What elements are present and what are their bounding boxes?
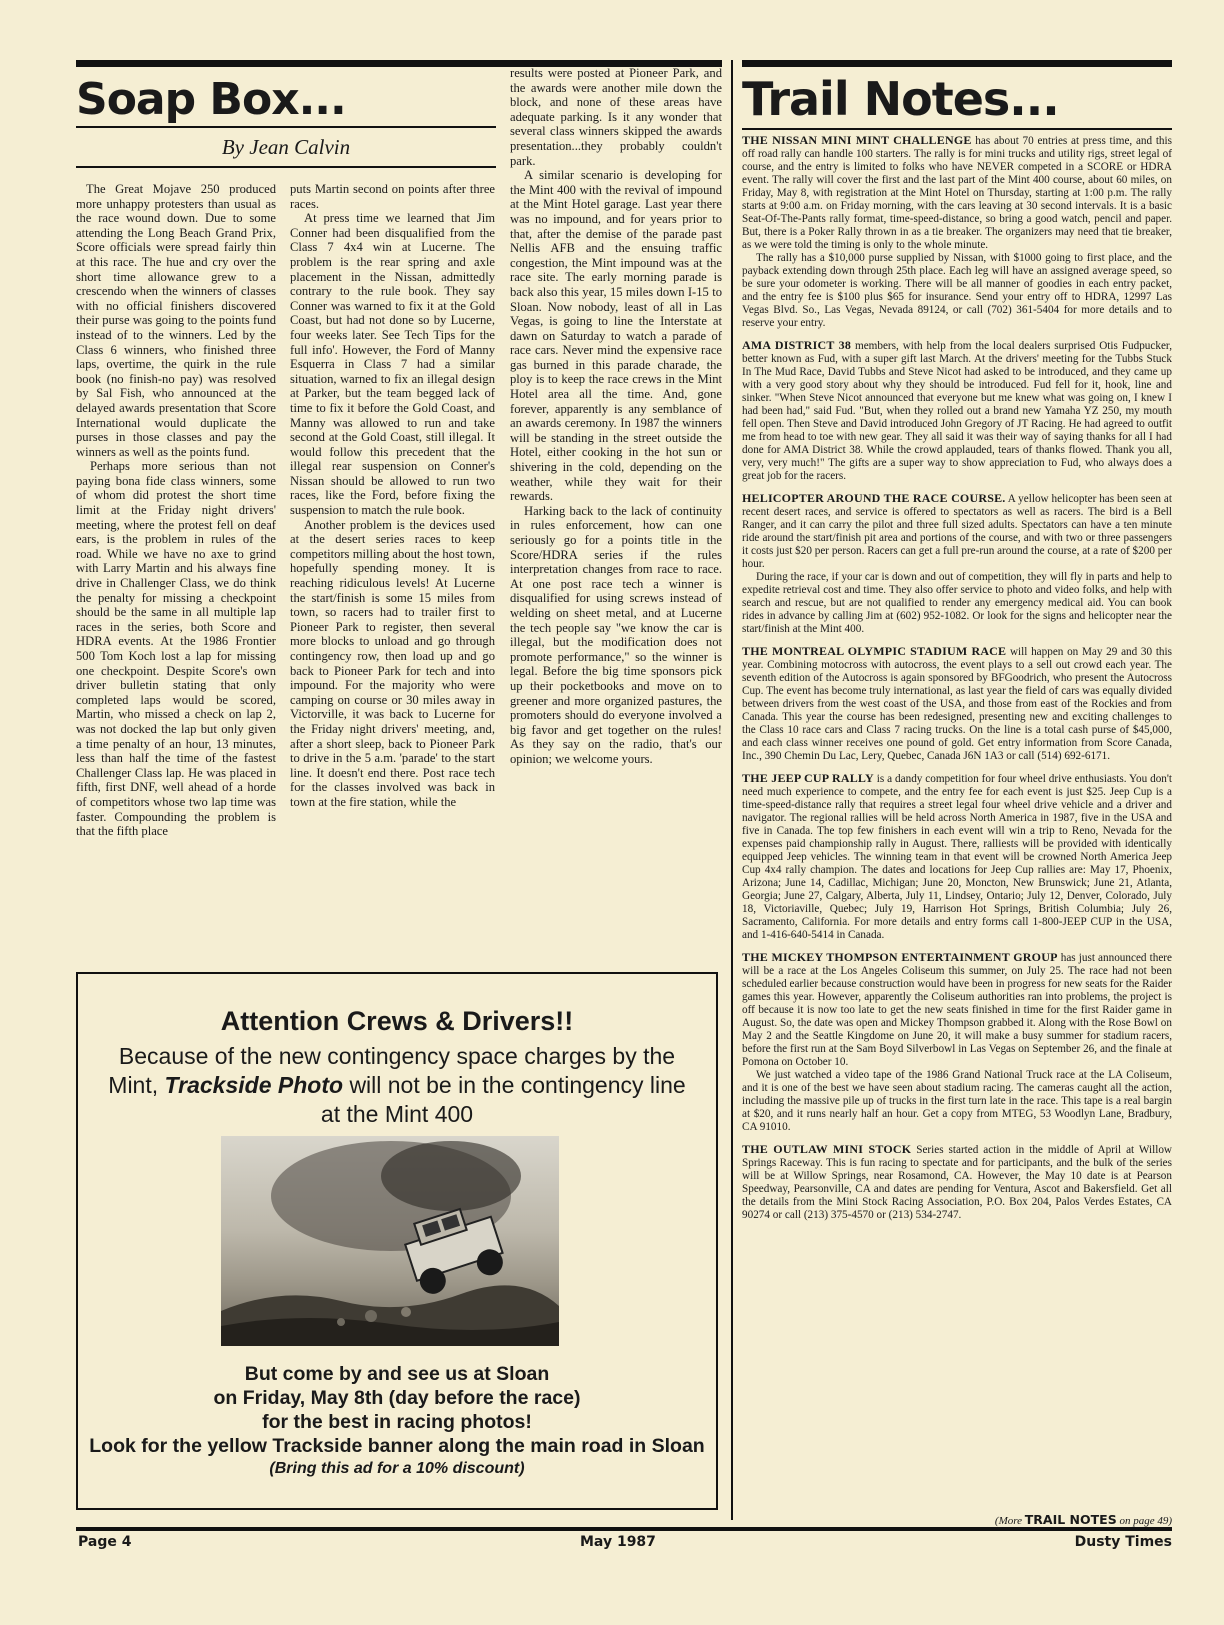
continued-suffix: on page 49): [1119, 1515, 1172, 1527]
trail-note-text: We just watched a video tape of the 1986 Grand National Truck race at the LA Coliseum, and it is one of the best we have seen about stadium racing. The cameras caught all the action, including the massive pile up of trucks in the first turn late in the race. This tape is a real bargin at $20, and it runs nearly half an hour. Get a copy from MTEG, 53 Woodlyn Lane, Bradbury, CA 91010.: [742, 1069, 1172, 1133]
trail-note-heading: THE JEEP CUP RALLY: [742, 771, 874, 785]
publication-name: Dusty Times: [1074, 1534, 1172, 1550]
article-paragraph: puts Martin second on points after three races.: [290, 182, 495, 211]
trail-notes-title-rule: [742, 128, 1172, 130]
byline-rule: [76, 166, 496, 168]
soapbox-title: Soap Box...: [76, 74, 346, 125]
trail-note-heading: THE NISSAN MINI MINT CHALLENGE: [742, 134, 972, 147]
ad-footer-line: Look for the yellow Trackside banner along the main road in Sloan: [89, 1435, 705, 1457]
soapbox-column-2: [290, 182, 495, 962]
ad-headline: Attention Crews & Drivers!!: [220, 1006, 574, 1036]
trail-note-heading: AMA DISTRICT 38: [742, 338, 852, 352]
column-divider: [731, 60, 733, 1520]
trail-note-text: members, with help from the local dealers surprised Otis Fudpucker, better known as Fud, with a super gift last March. At the drivers' meeting for the Tubbs Stuck In The Mud Race, David Tubbs and Steve Nicot had asked to be introduced, and they came up with a very good story about why they should be introduced. Fud fell for it, hook, line and sinker. "When Steve Nicot announced that everyone but me knew what was going on, I knew I had been had," said Fud. "But, when they rolled out a brand new Yamaha YZ 250, my mouth fell open. Then Steve and David introduced John Gregory of JT Racing. He had agreed to outfit me from head to toe with new gear. They all said it was their way of saying thanks for all I had done for AMA District 38. While the crowd applauded, tears of thanks flowed. Thank you all, very, very much!" The gifts are a super way to show appreciation to Fud, who always does a great job for the racers.: [742, 340, 1172, 482]
soapbox-column-1: [76, 182, 276, 962]
article-paragraph: Harking back to the lack of continuity in rules enforcement, how can one seriously go for a points title in the Score/HDRA series if the rules interpretation changes from race to race. At one post race tech a winner is disqualified for using screws instead of welding on sheet metal, and at Lucerne the tech people say "we know the car is illegal, but the modification does not promote performance," so the winner is legal. Before the big time sponsors pick up their pocketbooks and move on to greener and more organized pastures, the promoters should do everyone involved a big favor and get together on the rules! As they say on the radio, that's our opinion; we welcome yours.: [510, 503, 722, 766]
trail-note: [742, 772, 1172, 942]
trail-note-heading: THE OUTLAW MINI STOCK: [742, 1142, 912, 1156]
trail-note-heading: THE MICKEY THOMPSON ENTERTAINMENT GROUP: [742, 950, 1058, 964]
ad-body: [98, 1042, 696, 1129]
soapbox-title-rule: [76, 126, 496, 128]
trail-note: [742, 339, 1172, 483]
ad-footer-line: But come by and see us at Sloan: [244, 1363, 550, 1385]
article-paragraph: A similar scenario is developing for the Mint 400 with the revival of impound at the Mint Hotel garage. Last year there was no impound, and for years prior to that, after the demise of the parade past Nellis AFB and the ensuing traffic congestion, the Mint impound was at the race site. The early morning parade is back also this year, 15 miles down I-15 to Sloan. Now nobody, least of all in Las Vegas, is going to line the Interstate at dawn on Saturday to watch a parade of race cars. Never mind the expensive race gas burned in this parade charade, the ploy is to keep the race crews in the Mint Hotel area all the time. And, gone forever, apparently is any semblance of an awards ceremony. In 1987 the winners will be standing in the street outside the Hotel, either cooking in the hot sun or shivering in the cold, depending on the weather, while they wait for their rewards.: [510, 168, 722, 504]
trail-note-text: is a dandy competition for four wheel drive enthusiasts. You don't need much experience to compete, and the entry fee for each event is just $25. Jeep Cup is a time-speed-distance rally that requires a street legal four wheel drive vehicle and a driver and navigator. The regional rallies will be held across North America in 1987, five in the USA and five in Canada. The top few finishers in each event will win a trip to Reno, Nevada for the expenses paid championship rally in August. There, ralliests will be provided with identically equipped Jeep vehicles. The winning team in that event will be crowned North America Jeep Cup 4x4 rally champion. The dates and locations for Jeep Cup rallies are: May 17, Phoenix, Arizona; June 14, Cadillac, Michigan; June 20, Moncton, New Brunswick; June 21, Atlanta, Georgia; June 27, Calgary, Alberta, July 11, Lindsey, Ontario; July 12, Denver, Colorado, July 18, Victoriaville, Quebec; July 19, Harrison Hot Springs, British Columbia; July 26, Sacramento, California. For more details and entry forms call 1-800-JEEP CUP in the USA, and 1-416-640-5414 in Canada.: [742, 773, 1172, 941]
article-paragraph: Perhaps more serious than not paying bona fide class winners, some of whom did protest the short time limit at the Friday night drivers' meeting, where the protest fell on deaf ears, is the problem in rules of the road. While we have no axe to grind with Larry Martin and his always fine drive in Challenger Class, we do think the penalty for missing a checkpoint should be the same in all multiple lap races in the series, both Score and HDRA events. At the 1986 Frontier 500 Tom Koch lost a lap for missing one checkpoint. Despite Score's own driver bulletin stating that only completed laps would be scored, Martin, who missed a check on lap 2, was not docked the lap but only given a time penalty of an hour, 13 minutes, less than half the time of the fastest Challenger Class lap. He was placed in fifth, first DNF, well ahead of a horde of competitors whose two lap time was faster. Compounding the problem is that the fifth place: [76, 459, 276, 839]
issue-date: May 1987: [580, 1534, 656, 1550]
trail-note-text: A yellow helicopter has been seen at recent desert races, and service is offered to spectators as well as racers. The bird is a Bell Ranger, and it can carry the pilot and three full sized adults. Spectators can have a ten minute ride around the start/finish pit area and portions of the course, and with two or three passengers it costs just $20 per person. Racers can get a full pre-run around the course, at a rate of $200 per hour.: [742, 493, 1172, 570]
continued-notice: [995, 1512, 1172, 1527]
ad-discount-note: (Bring this ad for a 10% discount): [269, 1460, 525, 1477]
trail-note-text: During the race, if your car is down and out of competition, they will fly in parts and help to expedite retrieval cost and time. They also offer service to photo and video folks, and help with search and rescue, but are not qualified to render any emergency medical aid. You can book rides in advance by calling Jim at (602) 952-1082. Or look for the signs and helicopter near the start/finish at the Mint 400.: [742, 571, 1172, 635]
trail-note: [742, 134, 1172, 330]
trail-note: [742, 492, 1172, 636]
trail-note: [742, 1143, 1172, 1222]
ad-footer-line: on Friday, May 8th (day before the race): [213, 1387, 581, 1409]
trail-note-text: has about 70 entries at press time, and this off road rally can handle 100 starters. The rally is for mini trucks and utility rigs, street legal of course, and the entry is limited to folks who have NEVER competed in a SCORE or HDRA event. The rally will cover the first and the last part of the Mint 400 course, about 60 miles, on Friday, May 8, with registration at the Mint Hotel on Thursday, starting at 1:00 p.m. The rally starts at 9:00 a.m. on Friday morning, with the cars leaving at 30 second intervals. It is a basic Seat-Of-The-Pants rally format, time-speed-distance, so bring a good watch, pencil and paper. But, there is a Poker Rally thrown in as a tie breaker. The organizers may need that tie breaker, as we were told the timing is only to the whole minute.: [742, 135, 1172, 251]
footer-rule: [76, 1527, 1172, 1531]
ad-brand-name: Trackside Photo: [164, 1072, 344, 1098]
trail-note-text: Series started action in the middle of April at Willow Springs Raceway. This is fun racing to spectate and for participants, and the bulk of the series will be at Willow Springs, near Rosamond, CA. However, the May 10 date is at Pearson Speedway, Pearsonville, CA and dates are pending for Ventura, Ascot and Bakersfield. Get all the details from the Mini Stock Racing Association, P.O. Box 204, Palos Verdes Estates, CA 90274 or call (213) 375-4570 or (213) 534-2747.: [742, 1144, 1172, 1221]
truck-jump-illustration: [221, 1136, 559, 1346]
top-rule-right: [742, 60, 1172, 67]
article-paragraph: results were posted at Pioneer Park, and the awards were another mile down the block, and none of these areas have adequate parking. Is it any wonder that several class winners skipped the awards presentation...they probably couldn't park.: [510, 66, 722, 168]
soapbox-byline: By Jean Calvin: [221, 135, 351, 159]
trail-note: [742, 645, 1172, 763]
trail-notes-title: Trail Notes...: [742, 72, 1059, 126]
trail-note: [742, 951, 1172, 1134]
article-paragraph: The Great Mojave 250 produced more unhappy protesters than usual as the race wound down. Due to some attending the Long Beach Grand Prix, Score officials were spread fairly thin at this race. The hue and cry over the short time allowance grew to a crescendo when the winners of classes with no official finishers discovered their purse was going to the points fund instead of to the winners. Led by the Class 6 winners, who finished three laps, overtime, the quirk in the rule book (no finish-no pay) was resolved by Sal Fish, who announced at the delayed awards presentation that Score International would duplicate the purses in those classes and pay the winners as well as the points fund.: [76, 182, 276, 459]
trail-note-text: has just announced there will be a race at the Los Angeles Coliseum this summer, on July 25. The race had not been scheduled earlier because construction would have been in progress for new seats for the Raider games this year. However, apparently the Coliseum authorities ran into problems, the project is off because it is now too late to get the new seats finished in time for the first Raider game in August. So, the date was open and Mickey Thompson grabbed it. Along with the Rose Bowl on May 2 and the Seattle Kingdome on June 20, it will make a busy summer for stadium racers, before the first run at the Sam Boyd Silverbowl in Las Vegas on September 26, and the finale at Pomona on October 10.: [742, 952, 1172, 1068]
continued-section: TRAIL NOTES: [1024, 1512, 1117, 1527]
page-number: Page 4: [78, 1534, 132, 1550]
ad-body-text: will not be in the contingency line at the Mint 400: [320, 1072, 686, 1127]
ad-body-text: Because of the new contingency space charges by the Mint,: [108, 1043, 676, 1098]
article-paragraph: Another problem is the devices used at the desert series races to keep competitors milling about the host town, hopefully spending money. It is reaching ridiculous levels! At Lucerne the start/finish is some 15 miles from town, so racers had to trailer first to Pioneer Park to register, then several more blocks to unload and go through contingency row, then load up and go back to Pioneer Park for tech and into impound. For the majority who were camping on course or 30 miles away in Victorville, it was back to Lucerne for the Friday night drivers' meeting, and, after a short sleep, back to Pioneer Park to drive in the 5 a.m. 'parade' to the start line. It doesn't end there. Post race tech for the classes involved was back in town at the fire station, while the: [290, 517, 495, 809]
article-paragraph: At press time we learned that Jim Conner had been disqualified from the Class 7 4x4 win at Lucerne. The problem is the rear spring and axle placement in the Nissan, admittedly contrary to the rule book. They say Conner was warned to fix it at the Gold Coast, but had not done so by Lucerne, four weeks later. See Tech Tips for the full info'. However, the Ford of Manny Esquerra in Class 7 had a similar situation, warned to fix an illegal design at Parker, but the team begged lack of time to fix it before the Gold Coast, and Manny was allowed to run and take second at the Gold Coast, still illegal. It would follow this precedent that the illegal rear suspension on Conner's Nissan should be allowed to run two races, like the Ford, before fixing the suspension to match the rule book.: [290, 211, 495, 518]
trail-note-text: will happen on May 29 and 30 this year. Combining motocross with autocross, the event plays to a sell out crowd each year. The seventh edition of the Autocross is again sponsored by BFGoodrich, who present the Autocross Cup. The event has become truly international, as last year the field of cars was equally divided between drivers from the west coast of the USA, and those from east of the Rockies and from Canada. This year the course has been redesigned, presenting new and exciting challenges to the Class 10 race cars and Class 7 racing trucks. On the line is a total cash purse of $45,000, and each class winner receives one pound of gold. Get entry information from Score Canada, Inc., 390 Chemin Du Lac, Lery, Quebec, Canada J6N 1A3 or call (514) 692-6171.: [742, 646, 1172, 762]
trail-note-heading: HELICOPTER AROUND THE RACE COURSE.: [742, 491, 1006, 505]
ad-footer-text: [88, 1362, 706, 1458]
trail-note-text: The rally has a $10,000 purse supplied by Nissan, with $1000 going to first place, and the payback extending down through 25th place. Each leg will have an assigned average speed, so be sure your odometer is working. There will be all manner of goodies in each entry packet, and the entry fee is $100 plus $65 for insurance. Send your entry off to HDRA, 12997 Las Vegas Blvd. So., Las Vegas, Nevada 89124, or call (702) 361-5404 for more details and to reserve your entry.: [742, 252, 1172, 329]
trail-notes-column: [742, 134, 1172, 1512]
ad-footer-line: for the best in racing photos!: [262, 1411, 532, 1433]
soapbox-column-3: [510, 66, 722, 962]
continued-prefix: (More: [994, 1515, 1022, 1527]
race-truck-photo: [221, 1136, 559, 1346]
trail-note-heading: THE MONTREAL OLYMPIC STADIUM RACE: [742, 644, 1007, 658]
trackside-photo-ad: [76, 972, 718, 1510]
